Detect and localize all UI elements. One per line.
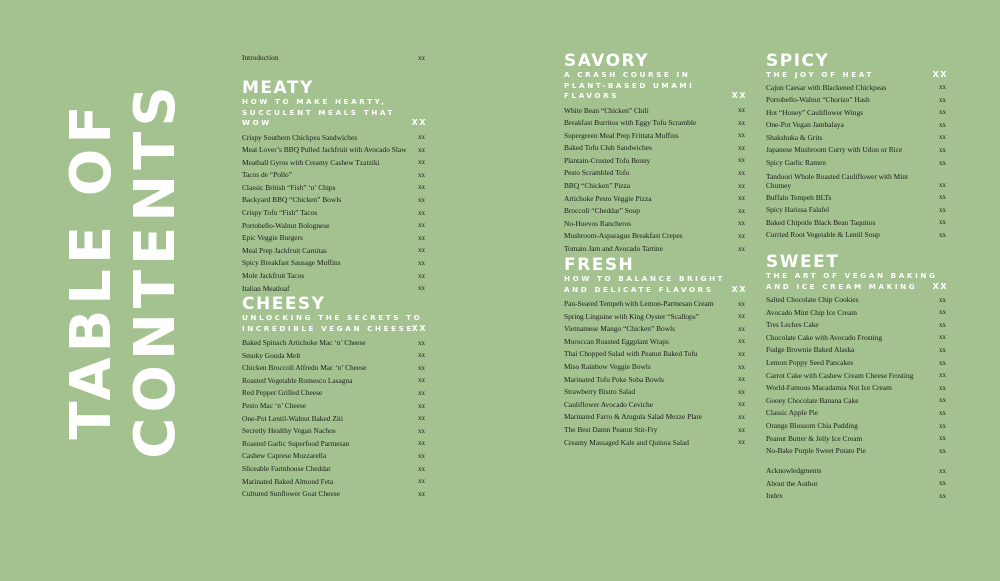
entry-page: xx: [418, 477, 425, 486]
entry-title: Broccoli “Cheddar” Soup: [564, 206, 640, 216]
section-title: SWEET: [766, 252, 840, 272]
toc-entry[interactable]: [564, 348, 745, 361]
toc-entry[interactable]: [242, 337, 425, 350]
entry-title: Shakshuka & Grits: [766, 132, 823, 142]
entry-page: xx: [939, 83, 946, 92]
entry-page: xx: [418, 363, 425, 372]
toc-entry[interactable]: [242, 387, 425, 400]
entry-page: xx: [418, 271, 425, 280]
toc-entry[interactable]: [564, 336, 745, 349]
entry-title: Spicy Harissa Falafel: [766, 205, 830, 215]
entry-page: xx: [939, 108, 946, 117]
subtitle-line-1: UNLOCKING THE SECRETS TO: [242, 313, 423, 322]
section-backmatter: [766, 465, 946, 503]
entry-page: xx: [738, 156, 745, 165]
entry-title: Baked Chipotle Black Bean Taquitos: [766, 217, 876, 227]
entry-title: Carrot Cake with Cashew Cream Cheese Frosting: [766, 370, 914, 380]
entry-title: Hot “Honey” Cauliflower Wings: [766, 107, 864, 117]
entry-page: xx: [939, 180, 946, 189]
toc-entry[interactable]: [766, 433, 946, 446]
toc-entry[interactable]: [766, 192, 946, 205]
entry-title: Baked Tofu Club Sandwiches: [564, 143, 652, 153]
toc-entry[interactable]: [564, 361, 745, 374]
entry-page: xx: [418, 183, 425, 192]
entry-title: Index: [766, 491, 783, 501]
entry-title: Buffalo Tempeh BLTs: [766, 192, 832, 202]
subtitle-line-2: AND ICE CREAM MAKING: [766, 281, 918, 291]
toc-entry[interactable]: [766, 307, 946, 320]
entry-page: xx: [939, 158, 946, 167]
entry-title: Introduction: [242, 53, 279, 62]
entry-title: Curried Root Vegetable & Lentil Soup: [766, 230, 880, 240]
toc-entry[interactable]: [242, 270, 425, 283]
entry-page: xx: [738, 349, 745, 358]
entry-page: xx: [939, 446, 946, 455]
toc-entry[interactable]: [242, 400, 425, 413]
toc-entry[interactable]: [242, 169, 425, 182]
entry-title: Meatball Gyros with Creamy Cashew Tzatziki: [242, 157, 380, 167]
entry-title: Smoky Gouda Melt: [242, 350, 301, 360]
entry-title: Red Pepper Grilled Cheese: [242, 388, 323, 398]
entry-page: xx: [418, 388, 425, 397]
section-cheesy: [242, 295, 427, 501]
section-subtitle: [242, 97, 427, 129]
entry-title: Thai Chopped Salad with Peanut Baked Tofu: [564, 349, 698, 359]
entry-title: Avocado Mint Chip Ice Cream: [766, 307, 857, 317]
toc-entry[interactable]: [564, 311, 745, 324]
subtitle-line-2: SUCCULENT MEALS THAT WOW: [242, 107, 396, 127]
entry-title: Vietnamese Mango “Chicken” Bowls: [564, 324, 676, 334]
section-page: XX: [731, 91, 747, 100]
entry-title: Supergreen Meal Prep Frittata Muffins: [564, 130, 679, 140]
entry-title: Pesto Scrambled Tofu: [564, 168, 630, 178]
entry-page: xx: [418, 426, 425, 435]
entry-page: xx: [738, 400, 745, 409]
toc-entry[interactable]: [766, 170, 946, 192]
entry-title: Meal Prep Jackfruit Carnitas: [242, 245, 327, 255]
spine-line-1: TABLE OF: [59, 100, 124, 440]
toc-entry[interactable]: [564, 130, 745, 143]
entry-title: Salted Chocolate Chip Cookies: [766, 295, 859, 304]
toc-spine-title: [59, 81, 188, 459]
section-spicy: [766, 52, 948, 242]
toc-entry[interactable]: [564, 323, 745, 336]
entry-title: Portobello-Walnut “Chorizo” Hash: [766, 95, 870, 105]
toc-entry[interactable]: [766, 217, 946, 230]
entry-page: xx: [738, 387, 745, 396]
entry-title: Cauliflower Avocado Ceviche: [564, 399, 653, 409]
entry-title: Roasted Vegetable Romesco Lasagna: [242, 375, 353, 385]
section-entries: [564, 298, 745, 449]
entry-page: xx: [939, 421, 946, 430]
entry-title: Cajun Caesar with Blackened Chickpeas: [766, 82, 887, 92]
entry-page: xx: [738, 244, 745, 253]
entry-page: xx: [738, 438, 745, 447]
entry-title: Baked Spinach Artichoke Mac ‘n’ Cheese: [242, 338, 366, 347]
toc-entry[interactable]: [564, 193, 745, 206]
entry-title: Italian Meatloaf: [242, 283, 290, 293]
entry-title: Spring Linguine with King Oyster “Scallops”: [564, 311, 699, 321]
section-page: XX: [932, 281, 948, 291]
entry-title: About the Author: [766, 478, 818, 488]
entry-page: xx: [939, 95, 946, 104]
toc-entry-introduction[interactable]: [242, 52, 425, 65]
section-entries: [242, 337, 425, 501]
subtitle-line-1: HOW TO MAKE HEARTY,: [242, 97, 387, 106]
entry-title: Orange Blossom Chia Pudding: [766, 420, 858, 430]
subtitle-line-2: INCREDIBLE VEGAN CHEESE: [242, 323, 414, 333]
toc-entry[interactable]: [766, 478, 946, 491]
entry-title: Roasted Garlic Superfood Parmesan: [242, 438, 350, 448]
entry-page: xx: [418, 451, 425, 460]
section-entries: [766, 82, 946, 243]
entry-title: Crispy Tofu “Fish” Tacos: [242, 208, 318, 218]
toc-entry[interactable]: [564, 218, 745, 231]
entry-page: xx: [418, 464, 425, 473]
toc-entry[interactable]: [242, 144, 425, 157]
toc-entry[interactable]: [766, 420, 946, 433]
toc-entry[interactable]: [564, 243, 745, 256]
entry-title: Artichoke Pesto Veggie Pizza: [564, 193, 652, 203]
entry-title: Crispy Southern Chickpea Sandwiches: [242, 132, 358, 142]
toc-entry[interactable]: [766, 370, 946, 383]
entry-title: Acknowledgments: [766, 466, 822, 475]
entry-title: Spicy Breakfast Sausage Muffins: [242, 258, 341, 268]
toc-entry[interactable]: [564, 386, 745, 399]
entry-page: xx: [418, 439, 425, 448]
entry-page: xx: [418, 170, 425, 179]
entry-page: xx: [418, 414, 425, 423]
entry-page: xx: [939, 333, 946, 342]
toc-entry[interactable]: [564, 411, 745, 424]
entry-page: xx: [418, 145, 425, 154]
toc-entry[interactable]: [766, 229, 946, 242]
section-page: XX: [932, 70, 948, 79]
entry-page: xx: [939, 120, 946, 129]
entry-page: xx: [418, 53, 425, 62]
toc-entry[interactable]: [766, 294, 946, 307]
toc-entry[interactable]: [242, 438, 425, 451]
entry-title: Strawberry Bistro Salad: [564, 387, 636, 397]
entry-title: Lemon Poppy Seed Pancakes: [766, 357, 854, 367]
toc-entry[interactable]: [242, 476, 425, 489]
entry-title: Peanut Butter & Jelly Ice Cream: [766, 433, 863, 443]
toc-entry[interactable]: [766, 445, 946, 458]
section-entries: [242, 132, 425, 296]
entry-title: White Bean “Chicken” Chili: [564, 105, 649, 115]
subtitle-line-2: PLANT-BASED UMAMI FLAVORS: [564, 80, 695, 100]
toc-entry[interactable]: [242, 194, 425, 207]
entry-title: Classic Apple Pie: [766, 408, 819, 418]
toc-entry[interactable]: [564, 205, 745, 218]
entry-title: Meat Lover’s BBQ Pulled Jackfruit with Avocado Slaw: [242, 145, 407, 155]
entry-page: xx: [738, 194, 745, 203]
entry-page: xx: [939, 218, 946, 227]
entry-title: Portobello-Walnut Bolognese: [242, 220, 330, 230]
entry-page: xx: [939, 193, 946, 202]
toc-entry[interactable]: [242, 450, 425, 463]
entry-title: Pan-Seared Tempeh with Lemon-Parmesan Cream: [564, 299, 714, 308]
entry-page: xx: [939, 479, 946, 488]
toc-entry[interactable]: [766, 490, 946, 503]
entry-page: xx: [738, 131, 745, 140]
entry-page: xx: [418, 401, 425, 410]
toc-column-1: [242, 52, 425, 65]
toc-entry[interactable]: [766, 332, 946, 345]
spine-line-2: CONTENTS: [123, 81, 188, 459]
entry-page: xx: [418, 158, 425, 167]
entry-page: xx: [939, 358, 946, 367]
entry-title: Tomato Jam and Avocado Tartine: [564, 244, 663, 254]
entry-page: xx: [418, 133, 425, 142]
section-title: CHEESY: [242, 294, 326, 314]
entry-page: xx: [939, 345, 946, 354]
entry-title: One-Pot Lentil-Walnut Baked Ziti: [242, 413, 344, 423]
entry-page: xx: [939, 383, 946, 392]
entry-page: xx: [939, 466, 946, 475]
entry-title: Tres Leches Cake: [766, 320, 819, 330]
entry-page: xx: [418, 221, 425, 230]
entry-page: xx: [418, 284, 425, 293]
toc-entry[interactable]: [564, 142, 745, 155]
section-subtitle: [766, 70, 948, 81]
entry-page: xx: [738, 412, 745, 421]
entry-page: xx: [939, 371, 946, 380]
entry-title: Secretly Healthy Vegan Nachos: [242, 426, 336, 436]
toc-entry[interactable]: [766, 107, 946, 120]
toc-entry[interactable]: [564, 180, 745, 193]
entry-title: Pesto Mac ‘n’ Cheese: [242, 400, 307, 410]
entry-page: xx: [939, 320, 946, 329]
entry-page: xx: [738, 425, 745, 434]
toc-entry[interactable]: [766, 82, 946, 95]
entry-title: Marinated Tofu Poke Soba Bowls: [564, 374, 664, 384]
section-page: XX: [411, 323, 427, 333]
toc-entry[interactable]: [242, 488, 425, 501]
subtitle-line-1: THE JOY OF HEAT: [766, 70, 874, 79]
entry-page: xx: [738, 169, 745, 178]
toc-entry[interactable]: [766, 94, 946, 107]
toc-entry[interactable]: [766, 344, 946, 357]
toc-entry[interactable]: [564, 298, 745, 311]
toc-entry[interactable]: [564, 399, 745, 412]
toc-entry[interactable]: [564, 105, 745, 118]
entry-page: xx: [738, 337, 745, 346]
toc-entry[interactable]: [242, 257, 425, 270]
entry-title: Miso Rainbow Veggie Bowls: [564, 361, 651, 371]
entry-page: xx: [738, 106, 745, 115]
section-meaty: [242, 79, 427, 295]
toc-entry[interactable]: [766, 407, 946, 420]
toc-entry[interactable]: [242, 463, 425, 476]
section-entries: [564, 105, 745, 256]
entry-page: xx: [418, 233, 425, 242]
entry-title: No-Huevos Rancheros: [564, 218, 632, 228]
entry-page: xx: [418, 208, 425, 217]
toc-entry[interactable]: [564, 424, 745, 437]
toc-entry[interactable]: [242, 425, 425, 438]
entry-title: Epic Veggie Burgers: [242, 233, 303, 243]
entry-page: xx: [738, 312, 745, 321]
entry-page: xx: [738, 143, 745, 152]
toc-entry[interactable]: [242, 232, 425, 245]
toc-entry[interactable]: [766, 465, 946, 478]
toc-entry[interactable]: [242, 157, 425, 170]
entry-title: Sliceable Farmhouse Cheddar: [242, 463, 331, 473]
toc-entry[interactable]: [564, 167, 745, 180]
entry-title: Mole Jackfruit Tacos: [242, 271, 305, 281]
entry-page: xx: [738, 206, 745, 215]
entry-page: xx: [939, 205, 946, 214]
entry-title: Creamy Massaged Kale and Quinoa Salad: [564, 437, 689, 447]
entry-page: xx: [939, 231, 946, 240]
entry-title: Gooey Chocolate Banana Cake: [766, 395, 859, 405]
entry-title: Chicken Broccoli Alfredo Mac ‘n’ Cheese: [242, 363, 367, 373]
toc-entry[interactable]: [766, 382, 946, 395]
section-savory: [564, 52, 747, 256]
entry-page: xx: [738, 232, 745, 241]
toc-entry[interactable]: [242, 132, 425, 145]
section-title: MEATY: [242, 78, 314, 98]
toc-entry[interactable]: [766, 204, 946, 217]
entry-title: Cashew Caprese Mozzarella: [242, 451, 327, 461]
section-subtitle: [766, 271, 948, 292]
entry-title: World-Famous Macadamia Nut Ice Cream: [766, 383, 892, 393]
entry-title: Classic British “Fish” ‘n’ Chips: [242, 182, 336, 192]
entry-page: xx: [418, 196, 425, 205]
toc-entry[interactable]: [564, 155, 745, 168]
entry-title: Tandoori Whole Roasted Cauliflower with Mint Chutney: [766, 171, 909, 190]
entry-page: xx: [738, 219, 745, 228]
toc-entry[interactable]: [766, 157, 946, 170]
entry-page: xx: [939, 146, 946, 155]
entry-title: Backyard BBQ “Chicken” Bowls: [242, 195, 342, 205]
entry-title: Chocolate Cake with Avocado Frosting: [766, 332, 883, 342]
entry-page: xx: [939, 308, 946, 317]
entry-page: xx: [738, 118, 745, 127]
section-title: FRESH: [564, 255, 635, 275]
entry-page: xx: [939, 434, 946, 443]
toc-entry[interactable]: [242, 245, 425, 258]
toc-entry[interactable]: [564, 374, 745, 387]
entry-title: The Best Damn Peanut Stir-Fry: [564, 424, 658, 434]
section-title: SPICY: [766, 51, 830, 71]
toc-entry[interactable]: [242, 413, 425, 426]
entry-page: xx: [418, 489, 425, 498]
toc-entry[interactable]: [242, 375, 425, 388]
subtitle-line-1: A CRASH COURSE IN: [564, 70, 691, 79]
entry-title: Moroccan Roasted Eggplant Wraps: [564, 336, 669, 346]
section-subtitle: [564, 274, 747, 295]
entry-page: xx: [939, 491, 946, 500]
entry-page: xx: [738, 181, 745, 190]
toc-entry[interactable]: [766, 132, 946, 145]
entry-title: Japanese Mushroom Curry with Udon or Rice: [766, 145, 903, 155]
entry-title: Tacos de “Pollo”: [242, 170, 292, 180]
section-subtitle: [242, 313, 427, 334]
section-title: SAVORY: [564, 51, 650, 71]
entry-page: xx: [418, 376, 425, 385]
entry-title: Breakfast Burritos with Eggy Tofu Scramble: [564, 118, 697, 128]
entry-title: Marinated Baked Almond Feta: [242, 476, 334, 486]
section-entries: [766, 294, 946, 458]
entry-title: Mushroom-Asparagus Breakfast Crepes: [564, 231, 683, 241]
section-fresh: [564, 256, 747, 449]
entry-page: xx: [738, 324, 745, 333]
toc-entry[interactable]: [242, 207, 425, 220]
toc-entry[interactable]: [242, 220, 425, 233]
entry-page: xx: [418, 246, 425, 255]
entry-page: xx: [939, 408, 946, 417]
toc-entry[interactable]: [766, 119, 946, 132]
toc-entry[interactable]: [766, 319, 946, 332]
entry-page: xx: [939, 133, 946, 142]
toc-entry[interactable]: [564, 437, 745, 450]
subtitle-line-1: HOW TO BALANCE BRIGHT: [564, 274, 726, 283]
toc-entry[interactable]: [564, 117, 745, 130]
toc-entry[interactable]: [242, 182, 425, 195]
entry-page: xx: [738, 299, 745, 308]
entry-title: Fudge Brownie Baked Alaska: [766, 345, 855, 355]
entry-page: xx: [939, 396, 946, 405]
toc-entry[interactable]: [766, 357, 946, 370]
toc-entry[interactable]: [242, 350, 425, 363]
entry-title: Plantain-Crusted Tofu Benny: [564, 155, 651, 165]
entry-title: BBQ “Chicken” Pizza: [564, 181, 631, 191]
entry-page: xx: [939, 295, 946, 304]
entry-title: One-Pot Vegan Jambalaya: [766, 120, 844, 130]
entry-title: Cultured Sunflower Goat Cheese: [242, 489, 340, 499]
entry-title: No-Bake Purple Sweet Potato Pie: [766, 446, 866, 456]
section-subtitle: [564, 70, 747, 102]
subtitle-line-1: THE ART OF VEGAN BAKING: [766, 271, 938, 280]
section-page: XX: [411, 118, 427, 127]
section-sweet: [766, 253, 948, 458]
entry-page: xx: [418, 351, 425, 360]
subtitle-line-2: AND DELICATE FLAVORS: [564, 284, 714, 294]
toc-entry[interactable]: [766, 144, 946, 157]
entry-page: xx: [418, 338, 425, 347]
entry-title: Spicy Garlic Ramen: [766, 158, 826, 168]
toc-entry[interactable]: [564, 230, 745, 243]
entry-page: xx: [418, 259, 425, 268]
toc-entry[interactable]: [242, 362, 425, 375]
entry-title: Marinated Farro & Arugula Salad Mezze Plate: [564, 412, 702, 422]
entry-page: xx: [738, 375, 745, 384]
entry-page: xx: [738, 362, 745, 371]
toc-entry[interactable]: [766, 395, 946, 408]
section-page: XX: [731, 284, 747, 294]
